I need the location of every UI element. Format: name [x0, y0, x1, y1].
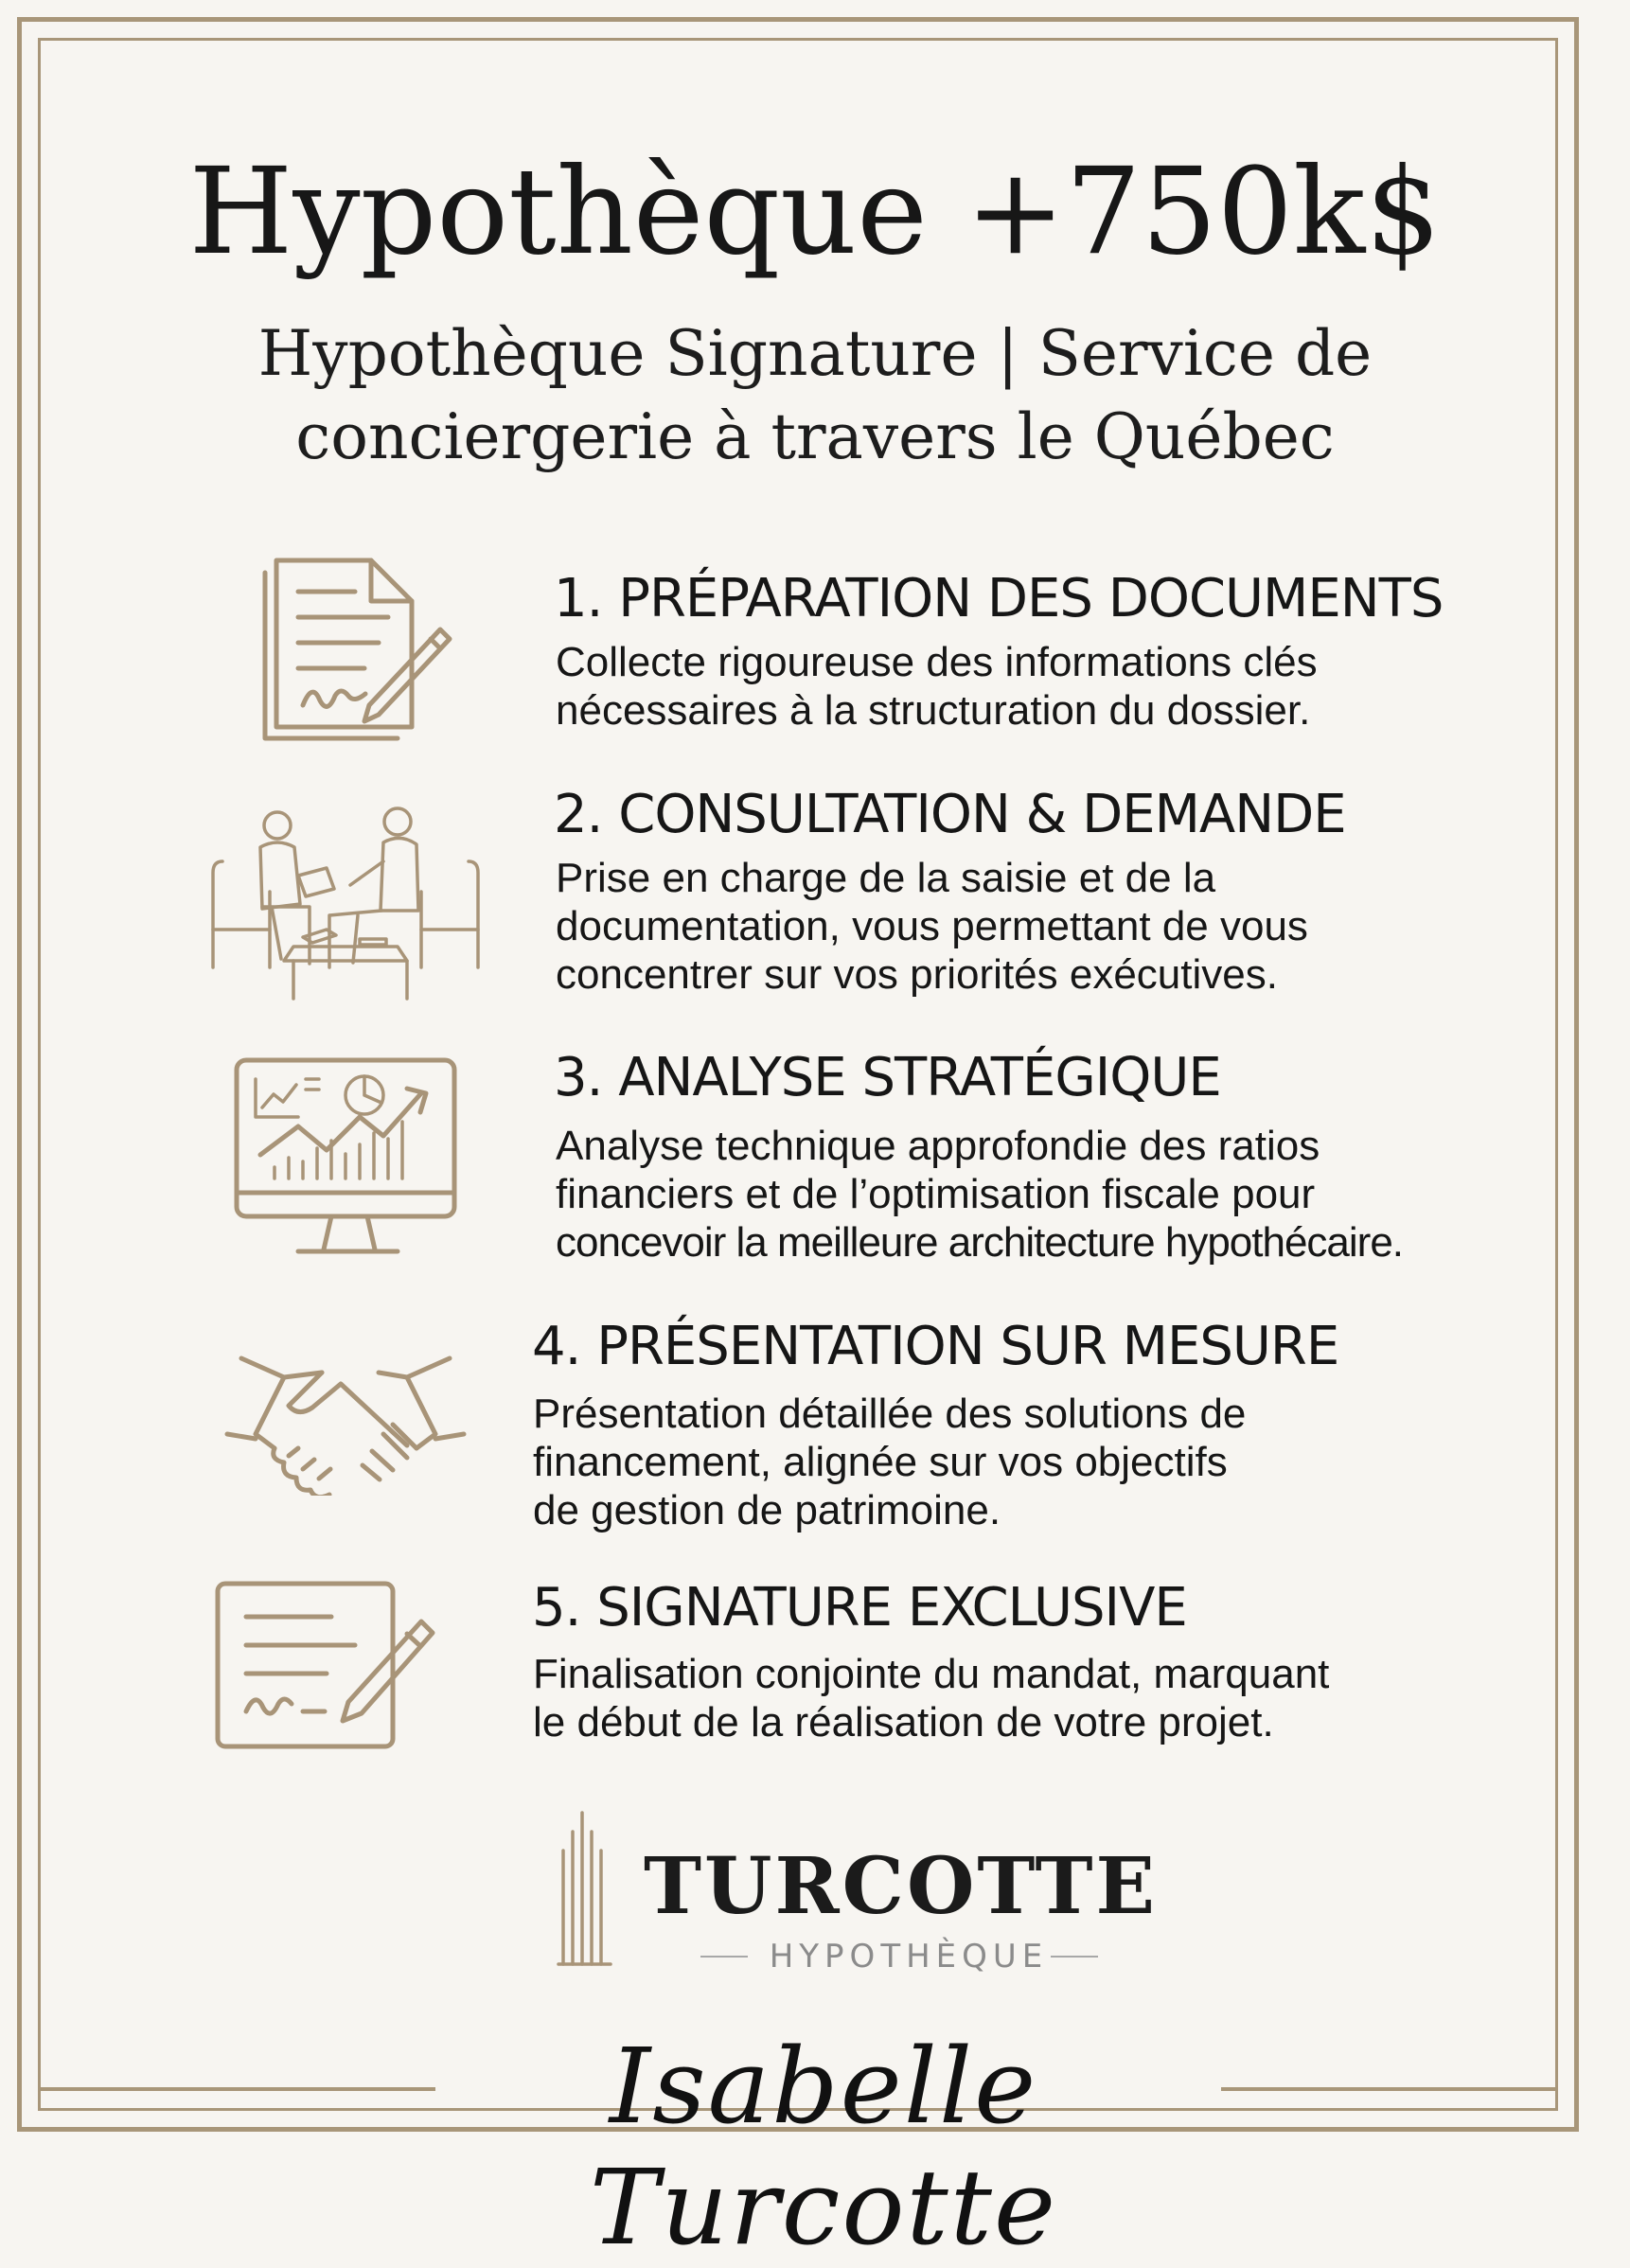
description-line: documentation, vous permettant de vous	[556, 903, 1308, 949]
description-line: de gestion de patrimoine.	[533, 1487, 1001, 1533]
subtitle-line: conciergerie à travers le Québec	[295, 400, 1335, 473]
description-line: le début de la réalisation de votre projet.	[533, 1699, 1274, 1745]
step-heading: 1. PRÉPARATION DES DOCUMENTS	[554, 568, 1444, 629]
page-title: Hypothèque +750k$	[188, 142, 1442, 281]
step-description	[556, 638, 1318, 735]
description-line: Analyse technique approfondie des ratios	[556, 1123, 1320, 1169]
step-description	[533, 1650, 1329, 1746]
step-heading: 4. PRÉSENTATION SUR MESURE	[532, 1316, 1339, 1377]
signature: Isabelle Turcotte	[589, 2026, 1058, 2268]
brand-name: TURCOTTE	[644, 1841, 1158, 1932]
brand-divider-right	[1051, 1956, 1098, 1958]
description-line: nécessaires à la structuration du dossier.	[556, 687, 1311, 734]
contract-signing-icon	[213, 1579, 440, 1754]
description-line: concentrer sur vos priorités exécutives.	[556, 951, 1278, 998]
step-heading: 3. ANALYSE STRATÉGIQUE	[554, 1047, 1221, 1108]
description-line: Collecte rigoureuse des informations clés	[556, 639, 1318, 685]
subtitle-line: Hypothèque Signature | Service de	[257, 317, 1373, 390]
handshake-icon	[222, 1344, 469, 1496]
description-line: Finalisation conjointe du mandat, marquant	[533, 1651, 1330, 1697]
description-line: financiers et de l’optimisation fiscale pour	[556, 1171, 1316, 1217]
description-line: financement, alignée sur vos objectifs	[533, 1439, 1228, 1485]
step-heading: 2. CONSULTATION & DEMANDE	[554, 784, 1346, 845]
brand-subtitle: HYPOTHÈQUE	[769, 1938, 1049, 1976]
step-description	[556, 1122, 1403, 1267]
step-description	[556, 854, 1308, 999]
signature-line-right	[1221, 2087, 1558, 2091]
signature-line-left	[38, 2087, 435, 2091]
documents-signing-icon	[256, 549, 454, 748]
description-line: Présentation détaillée des solutions de	[533, 1391, 1247, 1437]
step-heading: 5. SIGNATURE EXCLUSIVE	[532, 1577, 1187, 1639]
description-line: concevoir la meilleure architecture hypothécaire.	[556, 1219, 1404, 1266]
step-description	[533, 1390, 1246, 1534]
analytics-monitor-icon	[232, 1055, 459, 1259]
brand-logo-icon	[554, 1803, 615, 1969]
consultation-meeting-icon	[204, 805, 487, 1008]
description-line: Prise en charge de la saisie et de la	[556, 855, 1216, 901]
page-subtitle	[170, 312, 1460, 479]
